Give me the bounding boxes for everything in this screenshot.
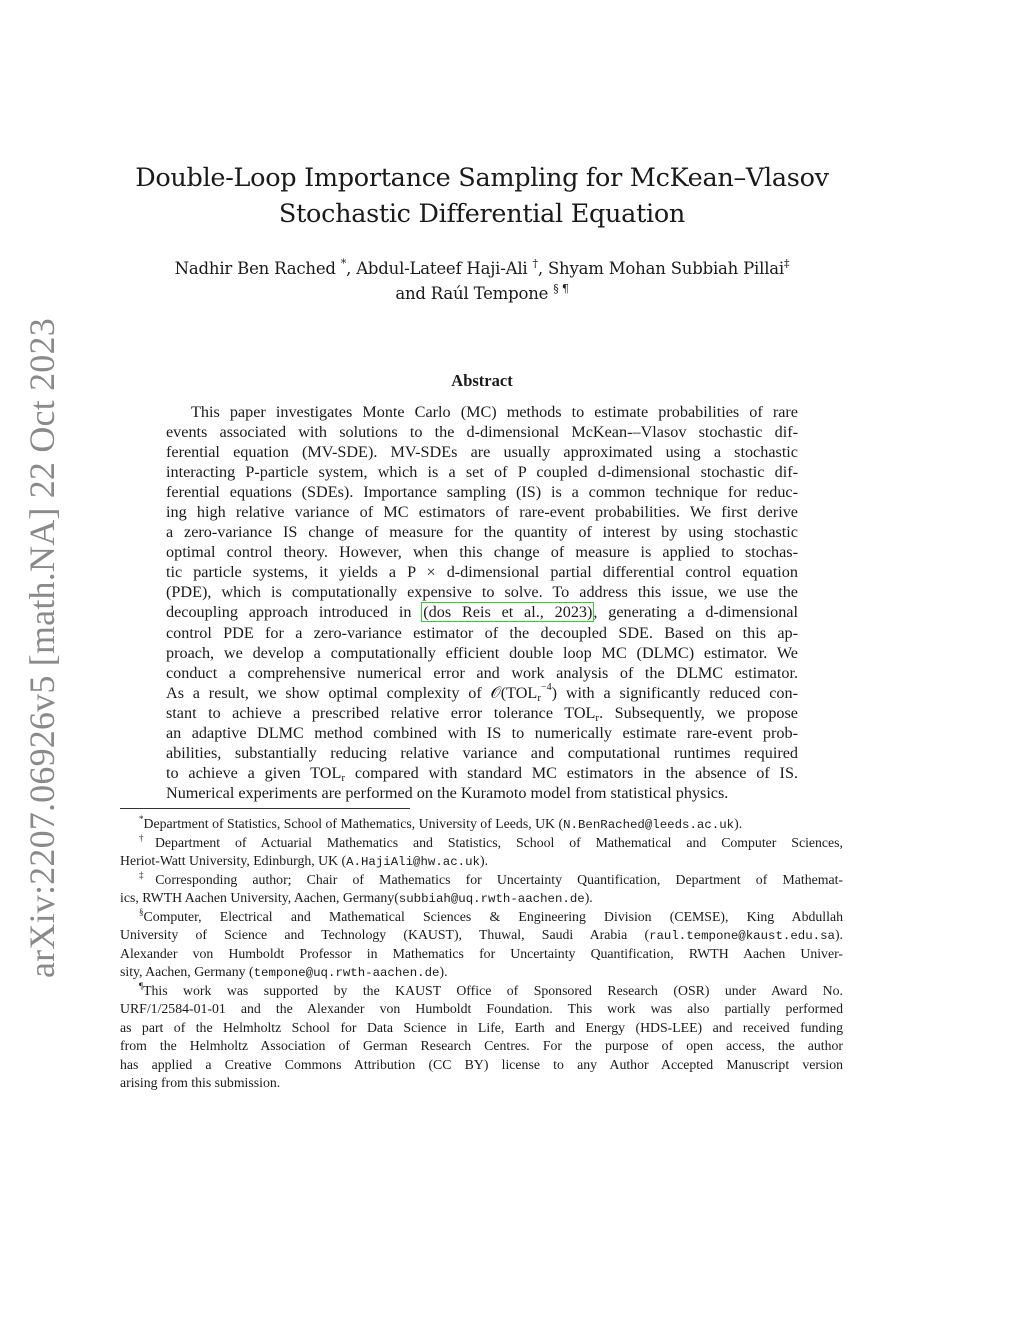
title-line-2: Stochastic Differential Equation — [278, 199, 686, 229]
abstract-text: stant to achieve a prescribed relative error tolerance TOL — [166, 703, 596, 722]
footnote-marker-link[interactable]: ‡ — [784, 257, 790, 270]
author-name: Abdul-Lateef Haji-Ali — [356, 259, 528, 278]
abstract-heading: Abstract — [451, 371, 513, 390]
abstract-text: to achieve a given TOL — [166, 763, 342, 782]
footnote-text: ). — [479, 853, 489, 868]
footnote-divider — [120, 808, 410, 809]
footnote-text: ). — [734, 816, 743, 831]
email-link[interactable]: tempone@uq.rwth-aachen.de — [253, 966, 440, 980]
subscript: r — [341, 771, 346, 783]
footnote-text: Heriot-Watt University, Edinburgh, UK ( — [120, 853, 347, 868]
footnote-affiliation-1 — [120, 815, 843, 834]
email-link[interactable]: A.HajiAli@hw.ac.uk — [346, 855, 480, 869]
abstract-line: Numerical experiments are performed on the Kuramoto model from statistical physics. — [166, 783, 729, 802]
footnote-marker-link[interactable]: § ¶ — [553, 282, 569, 295]
footnote-line — [120, 963, 843, 982]
footnote-text: This work was supported by the KAUST Office of Sponsored Research (OSR) under Award No. — [143, 982, 843, 998]
abstract-line: This paper investigates Monte Carlo (MC) methods to estimate probabilities of rare — [191, 403, 798, 421]
abstract-line: (PDE), which is computationally expensive to solve. To address this issue, we use the — [166, 583, 798, 602]
abstract-line: ferential equation (MV-SDE). MV-SDEs are usually approximated using a stochastic — [166, 443, 798, 462]
title-line-1: Double-Loop Importance Sampling for McKean–Vlasov — [135, 163, 829, 193]
abstract-text: , generating a d-dimensional — [593, 603, 798, 622]
abstract-line: events associated with solutions to the d-dimensional McKean-–Vlasov stochastic dif- — [166, 423, 798, 442]
footnote-text: Corresponding author; Chair of Mathematics for Uncertainty Quantification, Department of Mathemat- — [155, 871, 843, 887]
footnote-symbol: ¶ — [139, 981, 144, 991]
author-list — [100, 256, 864, 306]
footnote-line — [120, 852, 843, 871]
abstract-line: proach, we develop a computationally efficient double loop MC (DLMC) estimator. We — [166, 643, 798, 662]
author-conjunction: and — [395, 284, 426, 303]
footnote-symbol: † — [139, 833, 155, 843]
abstract-line: ferential equations (SDEs). Importance sampling (IS) is a common technique for reduc- — [166, 483, 798, 502]
footnote-marker-link[interactable]: † — [532, 257, 538, 270]
footnote-text: ). — [584, 890, 593, 905]
email-link[interactable]: raul.tempone@kaust.edu.sa — [649, 929, 835, 943]
paper-title — [100, 160, 864, 232]
abstract-line: ing high relative variance of MC estimators of rare-event probabilities. We first derive — [166, 503, 798, 522]
footnote-line: from the Helmholtz Association of German Research Centres. For the purpose of open access, the author — [120, 1038, 843, 1053]
abstract-line: control PDE for a zero-variance estimator of the decoupled SDE. Based on this ap- — [166, 623, 798, 642]
footnote-line — [120, 815, 843, 834]
author-name: Nadhir Ben Rached — [174, 259, 336, 278]
abstract-text: decoupling approach introduced in — [166, 603, 423, 622]
footnote-symbol: § — [139, 907, 144, 917]
citation-link[interactable]: (dos Reis et al., 2023) — [423, 603, 593, 622]
abstract-body — [166, 402, 798, 803]
abstract-text: ) with a significantly reduced con- — [551, 683, 798, 702]
abstract-line — [166, 703, 798, 723]
abstract-line — [166, 763, 798, 783]
email-link[interactable]: N.BenRached@leeds.ac.uk — [563, 818, 735, 832]
abstract-line: abilities, substantially reducing relative variance and computational runtimes required — [166, 743, 798, 762]
footnotes — [120, 815, 843, 1093]
footnote-text: ). — [834, 927, 843, 942]
abstract-line: optimal control theory. However, when this change of measure is applied to stochas- — [166, 543, 798, 562]
footnote-line: has applied a Creative Commons Attribution (CC BY) license to any Author Accepted Manuscript version — [120, 1056, 843, 1072]
footnote-text: ics, RWTH Aachen University, Aachen, Germany( — [120, 890, 399, 905]
superscript: −4 — [541, 682, 552, 693]
footnote-affiliation-2 — [120, 834, 843, 871]
author-line-1: Nadhir Ben Rached *, Abdul-Lateef Haji-Ali †, Shyam Mohan Subbiah Pillai‡ — [174, 257, 790, 278]
abstract-line: an adaptive DLMC method combined with IS to numerically estimate rare-event prob- — [166, 723, 798, 742]
footnote-text: ). — [439, 964, 448, 979]
footnote-text: Department of Statistics, School of Mathematics, University of Leeds, UK ( — [143, 816, 564, 831]
footnote-line: Alexander von Humboldt Professor in Mathematics for Uncertainty Quantification, RWTH Aachen Univer- — [120, 945, 843, 961]
footnote-text: Department of Actuarial Mathematics and Statistics, School of Mathematical and Computer Sciences, — [154, 834, 843, 850]
footnote-line: arising from this submission. — [120, 1075, 281, 1090]
footnote-line — [120, 889, 843, 908]
abstract-line: interacting P-particle system, which is a set of P coupled d-dimensional stochastic dif- — [166, 463, 798, 482]
abstract-line — [166, 683, 798, 703]
footnote-line — [120, 871, 843, 890]
footnote-text: sity, Aachen, Germany ( — [120, 964, 254, 979]
footnote-text: Computer, Electrical and Mathematical Sciences & Engineering Division (CEMSE), King Abdullah — [143, 908, 843, 924]
footnote-line — [120, 908, 843, 927]
footnote-line — [120, 834, 843, 853]
subscript: r — [595, 711, 600, 723]
subscript: r — [537, 691, 541, 703]
author-name: Raúl Tempone — [430, 284, 549, 303]
author-line-2 — [100, 281, 864, 306]
footnote-symbol: * — [139, 815, 144, 824]
abstract-line — [166, 602, 798, 622]
footnote-line — [120, 926, 843, 945]
footnote-funding — [120, 982, 843, 1093]
footnote-line: URF/1/2584-01-01 and the Alexander von Humboldt Foundation. This work was also partially performed — [120, 1001, 843, 1016]
footnote-marker-link[interactable]: * — [340, 257, 347, 270]
author-name: Shyam Mohan Subbiah Pillai — [547, 259, 784, 278]
abstract-text: compared with standard MC estimators in the absence of IS. — [345, 763, 798, 782]
abstract-line: a zero-variance IS change of measure for the quantity of interest by using stochastic — [166, 523, 798, 542]
footnote-affiliation-3 — [120, 871, 843, 908]
footnote-line — [120, 982, 843, 1001]
abstract-text: . Subsequently, we propose — [599, 703, 798, 722]
arxiv-identifier-stamp: arXiv:2207.06926v5 [math.NA] 22 Oct 2023 — [22, 318, 62, 978]
footnote-text: University of Science and Technology (KAUST), Thuwal, Saudi Arabia ( — [120, 927, 650, 942]
footnote-symbol: ‡ — [139, 870, 156, 880]
email-link[interactable]: subbiah@uq.rwth-aachen.de — [398, 892, 585, 906]
abstract-line: tic particle systems, it yields a P × d-dimensional partial differential control equation — [166, 563, 798, 582]
footnote-line: as part of the Helmholtz School for Data Science in Life, Earth and Energy (HDS-LEE) and received funding — [120, 1019, 843, 1035]
abstract-line: conduct a comprehensive numerical error and work analysis of the DLMC estimator. — [166, 663, 798, 682]
abstract-text: As a result, we show optimal complexity of 𝒪(TOL — [166, 683, 538, 702]
footnote-affiliation-4 — [120, 908, 843, 982]
